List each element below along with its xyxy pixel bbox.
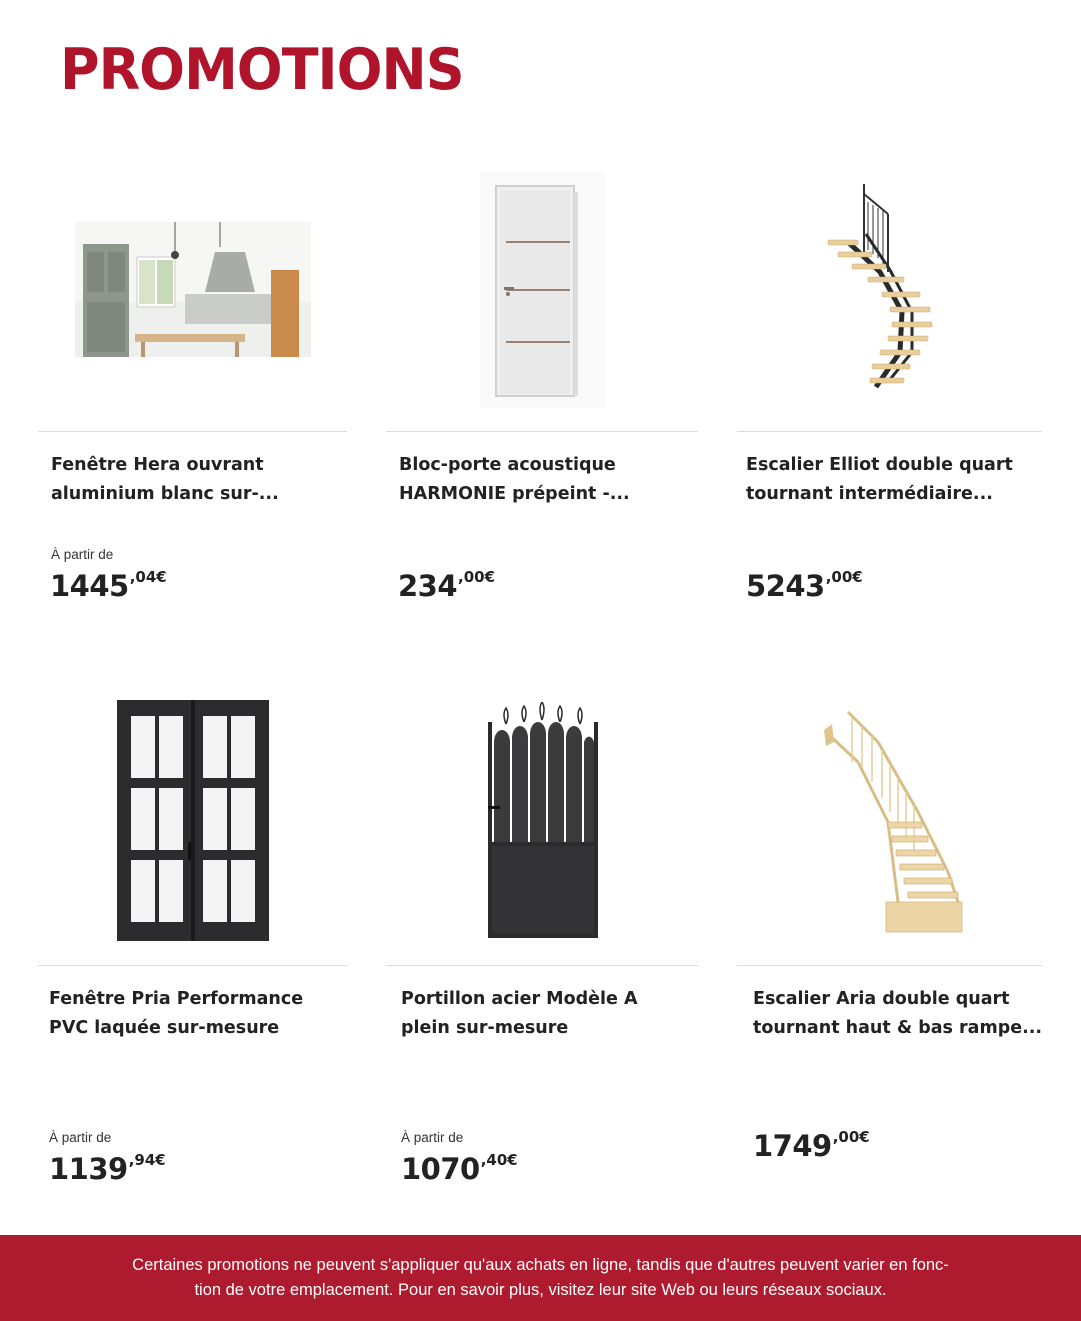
divider bbox=[38, 965, 347, 966]
divider bbox=[386, 431, 698, 432]
price-decimal: ,94€ bbox=[128, 1151, 166, 1169]
product-name-line1: Fenêtre Pria Performance bbox=[49, 989, 304, 1009]
product-name-line2: tournant haut & bas rampe... bbox=[753, 1018, 1043, 1038]
product-name[interactable] bbox=[399, 451, 630, 509]
product-name-line2: tournant intermédiaire... bbox=[746, 484, 993, 504]
divider bbox=[737, 431, 1042, 432]
product-name-line1: Escalier Elliot double quart bbox=[746, 455, 1013, 475]
product-name-line2: PVC laquée sur-mesure bbox=[49, 1018, 280, 1038]
page-title: PROMOTIONS bbox=[60, 36, 464, 103]
product-image-wood-staircase[interactable] bbox=[818, 702, 986, 942]
product-name-line2: plein sur-mesure bbox=[401, 1018, 569, 1038]
product-image-gate[interactable] bbox=[484, 702, 602, 940]
footer-disclaimer bbox=[0, 1235, 1081, 1321]
product-name-line1: Fenêtre Hera ouvrant bbox=[51, 455, 264, 475]
divider bbox=[386, 965, 698, 966]
price-decimal: ,00€ bbox=[825, 568, 863, 586]
price-from-label: À partir de bbox=[51, 547, 114, 562]
product-name[interactable] bbox=[51, 451, 279, 509]
price-integer: 1070 bbox=[401, 1152, 480, 1186]
price-integer: 1445 bbox=[50, 569, 129, 603]
product-price bbox=[398, 568, 495, 603]
product-name[interactable] bbox=[49, 985, 303, 1043]
product-image-staircase[interactable] bbox=[808, 172, 972, 408]
product-price bbox=[50, 568, 167, 603]
price-integer: 5243 bbox=[746, 569, 825, 603]
product-price bbox=[49, 1151, 166, 1186]
price-from-label: À partir de bbox=[49, 1130, 112, 1145]
divider bbox=[38, 431, 347, 432]
price-decimal: ,04€ bbox=[129, 568, 167, 586]
product-name-line1: Bloc-porte acoustique bbox=[399, 455, 616, 475]
price-decimal: ,00€ bbox=[458, 568, 496, 586]
product-name[interactable] bbox=[753, 985, 1042, 1043]
price-from-label: À partir de bbox=[401, 1130, 464, 1145]
price-integer: 234 bbox=[398, 569, 458, 603]
product-image-door[interactable] bbox=[480, 172, 606, 408]
product-name-line2: aluminium blanc sur-... bbox=[51, 484, 279, 504]
footer-line-1: Certaines promotions ne peuvent s'appliquer qu'aux achats en ligne, tandis que d'autres peuvent varier en fonc- bbox=[132, 1256, 949, 1274]
product-price bbox=[753, 1128, 870, 1163]
product-image-window[interactable] bbox=[117, 700, 269, 941]
product-name-line1: Escalier Aria double quart bbox=[753, 989, 1010, 1009]
price-decimal: ,00€ bbox=[832, 1128, 870, 1146]
product-name-line1: Portillon acier Modèle A bbox=[401, 989, 638, 1009]
product-name[interactable] bbox=[746, 451, 1013, 509]
product-image-kitchen[interactable] bbox=[75, 222, 311, 357]
product-price bbox=[746, 568, 863, 603]
footer-line-2: tion de votre emplacement. Pour en savoir plus, visitez leur site Web ou leurs réseaux sociaux. bbox=[194, 1281, 887, 1299]
product-name[interactable] bbox=[401, 985, 638, 1043]
price-decimal: ,40€ bbox=[480, 1151, 518, 1169]
product-price bbox=[401, 1151, 518, 1186]
price-integer: 1139 bbox=[49, 1152, 128, 1186]
divider bbox=[737, 965, 1042, 966]
product-name-line2: HARMONIE prépeint -... bbox=[399, 484, 630, 504]
price-integer: 1749 bbox=[753, 1129, 832, 1163]
